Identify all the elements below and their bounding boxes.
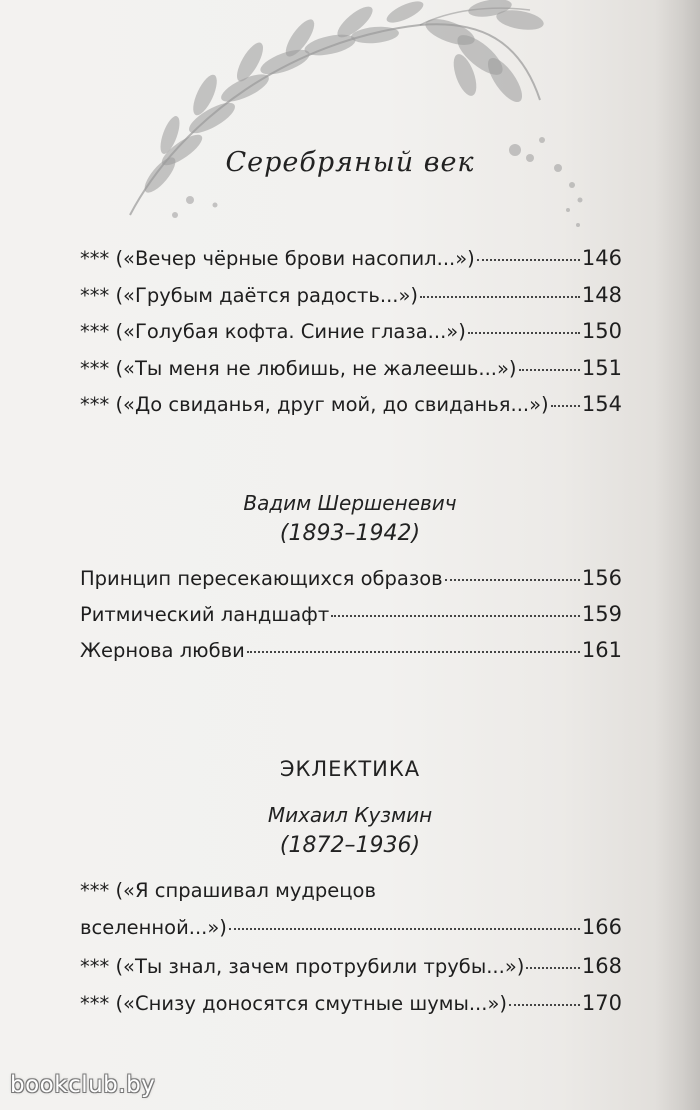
toc-entry-page: 156 [581, 566, 622, 590]
toc-entry[interactable] [80, 914, 622, 941]
toc-entry-title: *** («Ты знал, зачем протрубили трубы...») [80, 955, 525, 978]
author-years: (1893–1942) [279, 521, 421, 546]
leaf-branch-icon [120, 0, 600, 230]
toc-entry-page: 170 [581, 991, 622, 1015]
toc-entry-title: Жернова любви [80, 639, 245, 662]
toc-entry[interactable] [80, 565, 622, 592]
toc-entry-title-line2: вселенной...») [80, 916, 227, 939]
section-title: ЭКЛЕКТИКА [279, 757, 421, 781]
author-name: Вадим Шершеневич [243, 491, 457, 515]
author-name: Михаил Кузмин [267, 803, 433, 827]
toc-entry-page: 161 [581, 638, 622, 662]
toc-entry-title: Принцип пересекающихся образов [80, 567, 443, 590]
running-head: Серебряный век [225, 147, 475, 178]
dot-leader [420, 296, 580, 298]
toc-entry-page: 146 [581, 246, 622, 270]
toc-entry-title-line1[interactable]: *** («Я спрашивал мудрецов [80, 879, 376, 902]
dot-leader [519, 369, 580, 371]
dot-leader [468, 332, 580, 334]
dot-leader [229, 928, 580, 930]
author-years: (1872–1936) [279, 833, 421, 858]
toc-entry-title: *** («До свиданья, друг мой, до свиданья...») [80, 393, 549, 416]
toc-entry-title: *** («Снизу доносятся смутные шумы...») [80, 992, 507, 1015]
toc-entry-title: *** («Ты меня не любишь, не жалеешь...») [80, 357, 517, 380]
toc-entry-page: 159 [581, 602, 622, 626]
toc-entry[interactable] [80, 637, 622, 664]
toc-entry-title: *** («Голубая кофта. Синие глаза...») [80, 320, 466, 343]
dot-leader [551, 405, 580, 407]
toc-entry-title: *** («Грубым даётся радость...») [80, 284, 419, 307]
watermark: bookclub.by [10, 1072, 156, 1098]
dot-leader [247, 651, 580, 653]
toc-entry[interactable] [80, 282, 622, 309]
toc-entry[interactable] [80, 990, 622, 1017]
toc-entry[interactable] [80, 601, 622, 628]
dot-leader [445, 579, 580, 581]
toc-entry-page: 166 [581, 915, 622, 939]
toc-entry[interactable] [80, 355, 622, 382]
toc-entry[interactable] [80, 245, 622, 272]
toc-entry-title: Ритмический ландшафт [80, 603, 330, 626]
toc-entry-page: 151 [581, 356, 622, 380]
dot-leader [477, 259, 580, 261]
toc-entry-page: 154 [581, 392, 622, 416]
toc-entry-page: 168 [581, 954, 622, 978]
dot-leader [509, 1004, 580, 1006]
toc-entry[interactable] [80, 391, 622, 418]
toc-entry-page: 150 [581, 319, 622, 343]
toc-entry[interactable] [80, 318, 622, 345]
toc-entry-title: *** («Вечер чёрные брови насопил...») [80, 247, 475, 270]
toc-entry-page: 148 [581, 283, 622, 307]
dot-leader [331, 615, 580, 617]
toc-entry[interactable] [80, 953, 622, 980]
dot-leader [526, 967, 580, 969]
